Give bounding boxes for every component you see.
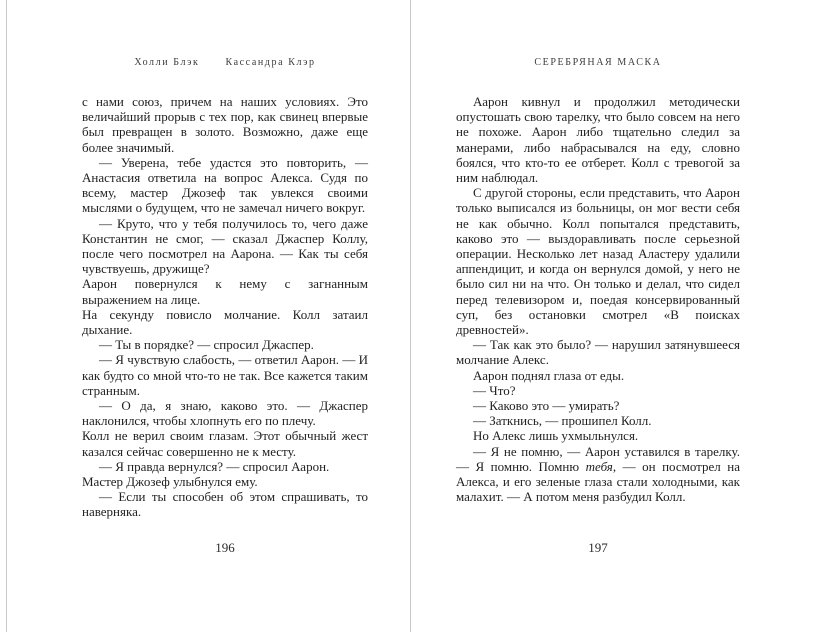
running-head-authors — [82, 57, 368, 69]
page-number-left: 196 — [215, 540, 235, 555]
page-body-right — [456, 94, 740, 504]
page-number-right: 197 — [588, 540, 608, 555]
paragraph: — Уверена, тебе удастся это повторить, — Анастасия ответила на вопрос Алекса. Судя по всему, мастер Джозеф так увлекся своими мыслями о будущем, что не замечал ничего вокруг. — [82, 154, 368, 216]
paragraph: — Ты в порядке? — спросил Джаспер. — [99, 337, 314, 353]
paragraph: — Я правда вернулся? — спросил Аарон. — [99, 458, 330, 474]
paragraph: — Если ты способен об этом спрашивать, то наверняка. — [82, 489, 368, 520]
paragraph: — Что? — [473, 382, 516, 398]
paragraph: С другой стороны, если представить, что Аарон только выписался из больницы, он мог вести себя не как обычно. Колл попытался представить, каково это — выздоравливать после серьезной операции. Несколько лет назад Аластеру удалили аппендицит, и когда он вернулся домой, у него не было сил ни на что. Он только и делал, что сидел перед телевизором и, поедая консервированный суп, без остановки смотрел «В поисках древностей». — [456, 185, 740, 338]
page-left — [7, 0, 410, 632]
paragraph: На секунду повисло молчание. Колл затаил дыхание. — [82, 306, 368, 338]
paragraph: — Каково это — умирать? — [473, 398, 620, 414]
paragraph: — О да, я знаю, каково это. — Джаспер наклонился, чтобы хлопнуть его по плечу. — [82, 398, 368, 429]
paragraph: Аарон кивнул и продолжил методически опустошать свою тарелку, что было совсем на него не похоже. Аарон либо тщательно следил за манерами, либо набрасывался на еду, словно боялся, что кто-то ее отберет. Колл с тревогой за ним наблюдал. — [456, 94, 740, 186]
paragraph: — Заткнись, — прошипел Колл. — [473, 413, 652, 429]
page-right — [411, 0, 820, 632]
running-head-title — [456, 57, 740, 69]
author-name-1: Холли Блэк — [134, 57, 200, 68]
book-title: СЕРЕБРЯНАЯ МАСКА — [534, 57, 662, 68]
paragraph: с нами союз, причем на наших условиях. Это величайший прорыв с тех пор, как свинец впервые был превращен в золото. Возможно, даже еще более значимый. — [82, 94, 368, 155]
paragraph: — Круто, что у тебя получилось то, чего даже Константин не смог, — сказал Джаспер Коллу, после чего посмотрел на Аарона. — Как ты себя чувствуешь, дружище? — [82, 215, 368, 277]
paragraph: Но Алекс лишь ухмыльнулся. — [473, 428, 639, 444]
paragraph: Аарон поднял глаза от еды. — [473, 367, 625, 383]
paragraph: — Я не помню, — Аарон уставился в тарелку. — Я помню. Помню тебя, — он посмотрел на Алекса, и его зеленые глаза стали холодными, как малахит. — А потом меня разбудил Колл. — [456, 443, 741, 505]
paragraph: Колл не верил своим глазам. Этот обычный жест казался сейчас совершенно не к месту. — [82, 428, 368, 459]
paragraph: — Так как это было? — нарушил затянувшееся молчание Алекс. — [456, 337, 740, 368]
paragraph: Аарон повернулся к нему с загнанным выражением на лице. — [82, 276, 368, 307]
author-name-2: Кассандра Клэр — [225, 57, 316, 68]
page-body-left — [82, 94, 368, 520]
paragraph: — Я чувствую слабость, — ответил Аарон. — И как будто со мной что-то не так. Все кажется таким странным. — [82, 352, 368, 398]
paragraph: Мастер Джозеф улыбнулся ему. — [82, 474, 258, 490]
